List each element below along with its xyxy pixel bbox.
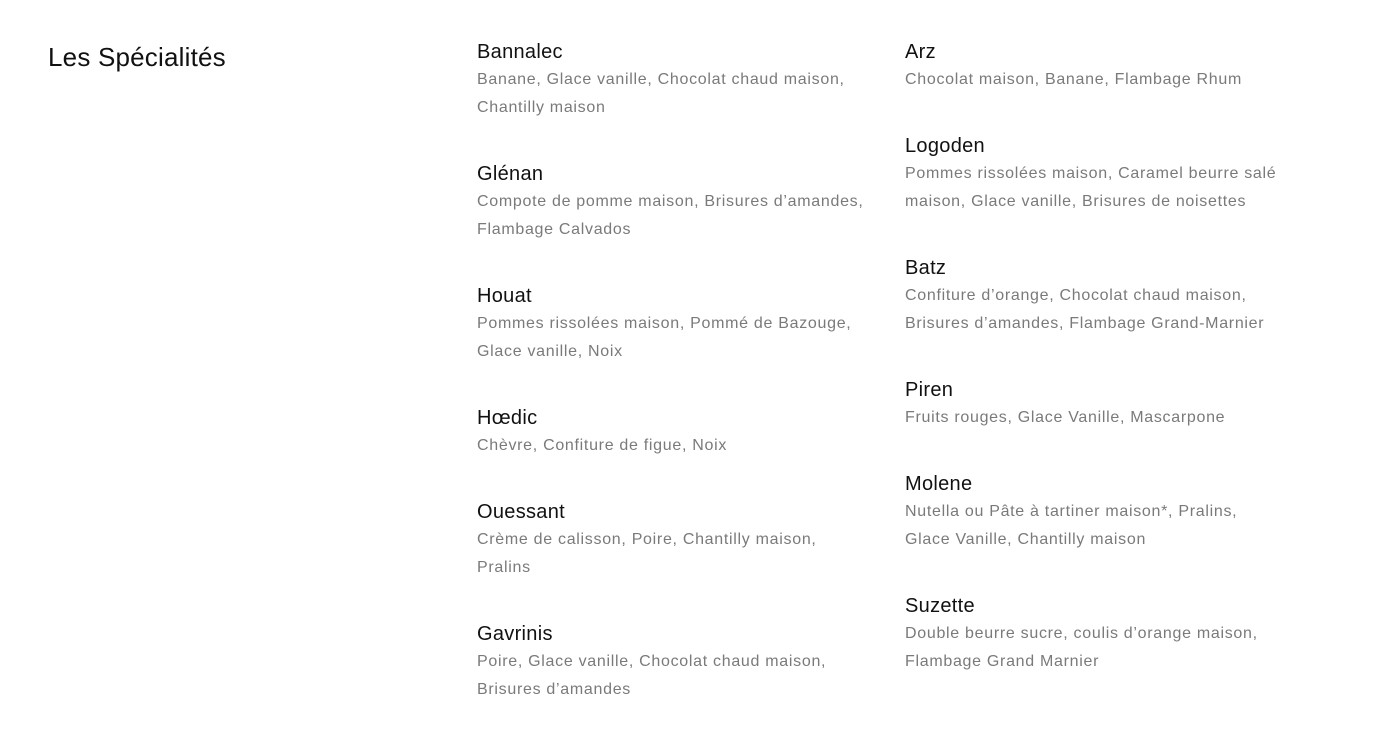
item-name: Ouessant	[477, 501, 566, 523]
item-name: Suzette	[905, 595, 975, 617]
menu-item	[905, 377, 1287, 432]
menu-item	[477, 283, 875, 366]
menu-item	[477, 161, 875, 244]
menu-item	[905, 133, 1287, 216]
item-name: Logoden	[905, 135, 985, 157]
menu-item	[477, 499, 875, 582]
menu-column-left	[477, 39, 875, 743]
menu-item	[477, 405, 875, 460]
menu-item	[477, 621, 875, 704]
item-description: Chèvre, Confiture de figue, Noix	[477, 437, 728, 454]
item-name: Piren	[905, 379, 954, 401]
item-description: Compote de pomme maison, Brisures d’amandes, Flambage Calvados	[477, 193, 864, 238]
menu-column-right	[905, 39, 1287, 715]
item-name: Batz	[905, 257, 947, 279]
item-description: Poire, Glace vanille, Chocolat chaud maison, Brisures d’amandes	[477, 653, 827, 698]
item-description: Crème de calisson, Poire, Chantilly maison, Pralins	[477, 531, 817, 576]
item-description: Pommes rissolées maison, Pommé de Bazouge, Glace vanille, Noix	[477, 315, 852, 360]
item-description: Nutella ou Pâte à tartiner maison*, Pralins, Glace Vanille, Chantilly maison	[905, 503, 1238, 548]
menu-item	[905, 471, 1287, 554]
item-name: Houat	[477, 285, 532, 307]
item-name: Glénan	[477, 163, 544, 185]
item-description: Fruits rouges, Glace Vanille, Mascarpone	[905, 409, 1226, 426]
item-name: Gavrinis	[477, 623, 553, 645]
menu-item	[477, 39, 875, 122]
item-description: Banane, Glace vanille, Chocolat chaud maison, Chantilly maison	[477, 71, 845, 116]
item-name: Arz	[905, 41, 936, 63]
item-name: Bannalec	[477, 41, 563, 63]
menu-item	[905, 255, 1287, 338]
menu-item	[905, 39, 1287, 94]
menu-item	[905, 593, 1287, 676]
page-title: Les Spécialités	[48, 42, 226, 72]
item-description: Confiture d’orange, Chocolat chaud maison, Brisures d’amandes, Flambage Grand-Marnier	[905, 287, 1265, 332]
item-name: Molene	[905, 473, 973, 495]
item-description: Double beurre sucre, coulis d’orange maison, Flambage Grand Marnier	[905, 625, 1258, 670]
item-description: Chocolat maison, Banane, Flambage Rhum	[905, 71, 1242, 88]
item-description: Pommes rissolées maison, Caramel beurre salé maison, Glace vanille, Brisures de noisettes	[905, 165, 1277, 210]
item-name: Hœdic	[477, 407, 538, 429]
